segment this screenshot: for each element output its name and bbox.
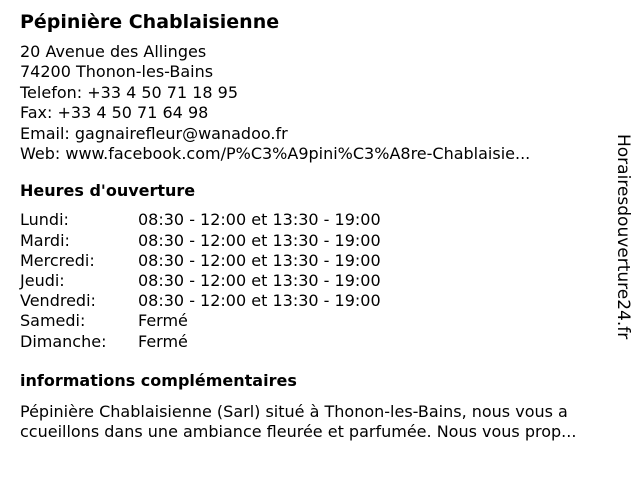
contact-details	[20, 42, 620, 164]
email-address: Email: gagnairefleur@wanadoo.fr	[20, 123, 288, 143]
hours-row-sunday	[20, 332, 620, 352]
hours-row-tuesday	[20, 231, 620, 251]
opening-hours-table	[20, 210, 620, 351]
time-value: 08:30 - 12:00 et 13:30 - 19:00	[138, 210, 381, 230]
city-address: 74200 Thonon-les-Bains	[20, 62, 214, 82]
info-line: Pépinière Chablaisienne (Sarl) situé à Thonon-les-Bains, nous vous a	[20, 401, 568, 421]
time-value: Fermé	[138, 331, 188, 351]
opening-hours-heading: Heures d'ouverture	[20, 181, 196, 201]
time-value: 08:30 - 12:00 et 13:30 - 19:00	[138, 291, 381, 311]
street-address: 20 Avenue des Allinges	[20, 42, 207, 61]
time-value: 08:30 - 12:00 et 13:30 - 19:00	[138, 250, 381, 270]
info-line: ccueillons dans une ambiance fleurée et parfumée. Nous vous prop...	[20, 421, 577, 441]
day-label: Mercredi:	[20, 250, 95, 270]
phone-number: Telefon: +33 4 50 71 18 95	[20, 82, 239, 102]
hours-row-monday	[20, 210, 620, 230]
time-value: 08:30 - 12:00 et 13:30 - 19:00	[138, 271, 381, 291]
hours-row-thursday	[20, 271, 620, 291]
hours-row-wednesday	[20, 251, 620, 271]
business-name: Pépinière Chablaisienne	[20, 11, 280, 33]
day-label: Samedi:	[20, 311, 86, 331]
day-label: Lundi:	[20, 210, 69, 230]
website-url: Web: www.facebook.com/P%C3%A9pini%C3%A8re-Chablaisie...	[20, 144, 531, 164]
site-watermark: Horairesdouverture24.fr	[613, 134, 633, 340]
hours-row-saturday	[20, 311, 620, 331]
day-label: Dimanche:	[20, 331, 107, 351]
fax-number: Fax: +33 4 50 71 64 98	[20, 103, 209, 123]
day-label: Vendredi:	[20, 291, 96, 311]
time-value: 08:30 - 12:00 et 13:30 - 19:00	[138, 230, 381, 250]
additional-info-text	[20, 402, 624, 442]
day-label: Mardi:	[20, 230, 70, 250]
day-label: Jeudi:	[20, 271, 65, 291]
hours-row-friday	[20, 291, 620, 311]
business-card	[20, 10, 620, 442]
additional-info-heading: informations complémentaires	[20, 370, 297, 390]
time-value: Fermé	[138, 311, 188, 331]
